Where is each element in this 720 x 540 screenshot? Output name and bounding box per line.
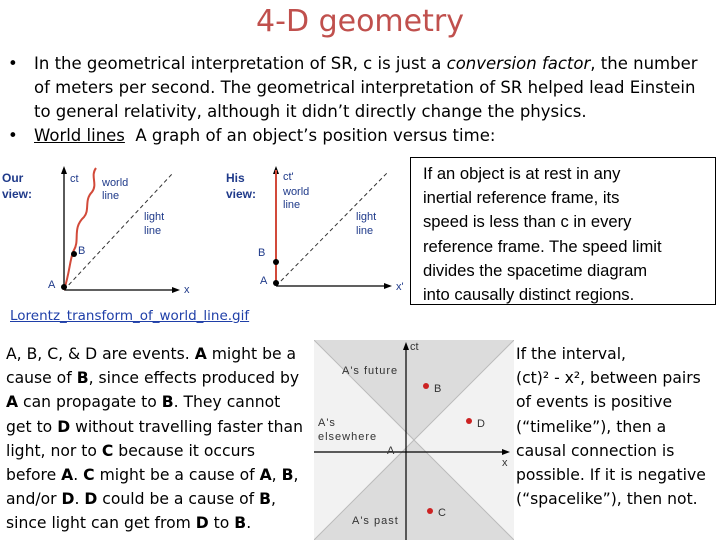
his-light-line-label-2: line: [356, 225, 374, 237]
our-light-line-label-2: line: [144, 225, 162, 237]
elsewhere-label-1: A's: [318, 417, 336, 429]
our-event-b-dot: [71, 251, 77, 257]
his-x-arrow: [384, 283, 392, 289]
our-x-label: x: [184, 284, 190, 296]
his-x-label: x': [396, 281, 404, 293]
interval-description: [516, 342, 720, 511]
our-view-label-2: view:: [2, 187, 33, 201]
our-world-line-label-1: world: [102, 177, 129, 189]
text-line: (“spacelike”), then not.: [516, 490, 698, 509]
event-b-dot: [423, 383, 429, 389]
text-line: and/or D. D could be a cause of B,: [6, 490, 276, 509]
bullet-emphasis: conversion factor: [446, 54, 591, 73]
text-line: causal connection is: [516, 441, 675, 460]
elsewhere-label-2: elsewhere: [318, 431, 378, 443]
slide-title: 4-D geometry: [256, 4, 464, 39]
our-world-line: [64, 168, 96, 290]
text-line: cause of B, since effects produced by: [6, 369, 300, 388]
text-line: A can propagate to B. They cannot: [6, 393, 281, 412]
bullet-marker: •: [8, 54, 18, 73]
event-a-label: A: [387, 445, 395, 457]
note-line: inertial reference frame, its: [423, 188, 620, 208]
note-line: reference frame. The speed limit: [423, 236, 662, 256]
bullet-text: A graph of an object’s position versus time:: [124, 126, 496, 145]
his-view-label-2: view:: [226, 187, 257, 201]
note-box: [410, 157, 716, 305]
our-view-label-1: Our: [2, 171, 24, 185]
his-event-a-label: A: [260, 275, 268, 287]
text-line: possible. If it is negative: [516, 466, 706, 485]
his-view-label-1: His: [226, 171, 245, 185]
note-line: into causally distinct regions.: [423, 285, 635, 305]
ct-axis-label: ct: [410, 341, 419, 353]
bullet-item: [6, 124, 714, 148]
world-lines-link[interactable]: World lines: [34, 126, 125, 145]
his-event-a-dot: [273, 280, 279, 286]
future-label: A's future: [342, 365, 399, 377]
event-c-label: C: [438, 507, 446, 519]
text-line: since light can get from D to B.: [6, 514, 252, 533]
event-d-dot: [466, 418, 472, 424]
figure-source-link[interactable]: Lorentz_transform_of_world_line.gif: [10, 308, 250, 324]
text-line: before A. C might be a cause of A, B,: [6, 466, 299, 485]
his-ct-label: ct': [283, 171, 294, 183]
event-c-dot: [427, 508, 433, 514]
past-label: A's past: [352, 515, 399, 527]
note-line: If an object is at rest in any: [423, 164, 621, 183]
spacetime-diagram: [314, 340, 514, 540]
bullet-item: [6, 52, 714, 124]
note-line: divides the spacetime diagram: [423, 260, 648, 280]
events-description: [6, 342, 318, 536]
bullet-text-end: , the number of meters per second. The geometrical interpretation of SR helped lead Einstein to general relativity, although it didn’t directly change the physics.: [34, 54, 698, 121]
our-x-arrow: [172, 287, 180, 293]
worldline-diagram: [0, 162, 412, 304]
our-event-a-label: A: [48, 279, 56, 291]
bullet-marker: •: [8, 126, 18, 145]
our-ct-arrow: [61, 166, 67, 174]
event-b-label: B: [434, 383, 442, 395]
text-line: light, nor to C because it occurs: [6, 441, 255, 460]
our-ct-label: ct: [70, 173, 79, 185]
text-line: A, B, C, & D are events. A might be a: [6, 345, 297, 363]
text-line: If the interval,: [516, 345, 627, 363]
bullet-list: [6, 52, 714, 148]
x-axis-label: x: [502, 457, 508, 469]
our-world-line-label-2: line: [102, 190, 120, 202]
our-event-a-dot: [61, 284, 67, 290]
our-light-line-label-1: light: [144, 211, 165, 223]
our-event-b-label: B: [78, 245, 86, 257]
text-line: (ct)² - x², between pairs: [516, 369, 701, 388]
event-d-label: D: [477, 418, 485, 430]
bullet-text: In the geometrical interpretation of SR, c is just a: [34, 54, 447, 73]
his-world-line-label-1: world: [283, 186, 310, 198]
note-line: speed is less than c in every: [423, 212, 632, 232]
his-world-line-label-2: line: [283, 199, 301, 211]
text-line: of events is positive: [516, 393, 673, 412]
his-event-b-dot: [273, 259, 279, 265]
text-line: get to D without travelling faster than: [6, 417, 303, 436]
text-line: (“timelike”), then a: [516, 417, 667, 436]
his-light-line-label-1: light: [356, 211, 377, 223]
his-event-b-label: B: [258, 247, 266, 259]
